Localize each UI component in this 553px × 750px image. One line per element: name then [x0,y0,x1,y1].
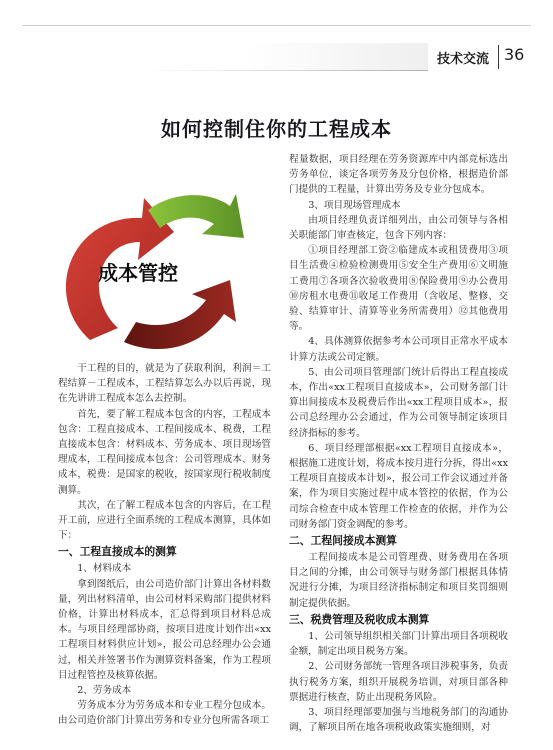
dark-red-arrow-arc [124,280,236,349]
article-title: 如何控制住你的工程成本 [161,117,392,141]
section-3-heading: 三、税费管理及税收成本测算 [289,612,430,626]
subsection-3-list: ①项目经理部工资②临建成本或租赁费用③项目生活费④检验检测费用⑤安全生产费用⑥文明施工费用⑦各项各次验收费用⑧保险费用⑨办公费用⑩房租水电费⑪收尾工作费用（含收尾、整修、交验、结算审计、清算等业务所需费用）⑫其他费用等。 [289,245,508,333]
continuation-paragraph: 程量数据，项目经理在劳务资源库中内部竞标选出劳务单位，谈定各项劳务及分包价格，根据造价部门提供的工程量，计算出劳务及专业分包成本。 [289,154,508,196]
intro-paragraph-3: 其次，在了解工程成本包含的内容后，在工程开工前，应进行全面系统的工程成本测算，具体如下： [58,499,271,542]
section-2-body: 工程间接成本是公司管理费、财务费用在各项目之间的分摊，由公司领导与财务部门根据具体情况进行分摊，为项目经济指标制定和项目奖罚细则制定提供依据。 [289,552,508,609]
subsection-1-body: 拿到图纸后，由公司造价部门计算出各材料数量，列出材料清单，由公司材料采购部门提供材料价格，计算出材料成本，汇总得到项目材料总成本。与项目经理部协商，按项目进度计划作出«xx工程项目材料供应计划»，报公司总经理办公会通过，相关并签署书作为测算资料备案，作为工程项目过程管控及核算依据。 [58,578,271,681]
header-bar [22,43,428,71]
subsection-3-body: 由项目经理负责详细列出，由公司领导与各相关职能部门审查核定，包含下列内容： [289,214,508,242]
item-5: 5、由公司项目管理部门统计后得出工程直接成本，作出«xx工程项目直接成本»，公司财务部门计算出间接成本及税费后作出«xx工程项目成本»，报公司总经理办公会通过，作为公司领导制定该项目经济指标的参考。 [289,366,508,439]
header-rule [22,70,428,71]
item-4: 4、具体测算依据参考本公司项目正常水平成本计算方法或公司定额。 [289,336,508,363]
subsection-3-title: 3、项目现场管理成本 [308,199,401,211]
illustration-label: 成本管控 [98,261,178,285]
section-label: 技术交流 [437,52,490,67]
section-2-heading: 二、工程间接成本测算 [289,534,397,548]
section-3-item-3: 3、项目经理部要加强与当地税务部门的沟通协调，了解项目所在地各项税收政策实施细则，对 [289,706,508,734]
right-column [289,152,508,735]
left-column [58,361,271,729]
section-3-item-2: 2、公司财务部统一管理各项目涉税事务，负责执行税务方案，组织开展税务培训，对项目部各种票据进行核查，防止出现税务风险。 [289,661,508,703]
page-number: 36 [504,45,525,64]
cost-control-illustration [52,172,248,358]
subsection-1-title: 1、材料成本 [77,563,132,575]
header-divider [498,45,499,69]
intro-paragraph-2: 首先，要了解工程成本包含的内容，工程成本包含：工程直接成本、工程间接成本、税费，工程直接成本包含：材料成本、劳务成本、项目现场管理成本，工程间接成本包含：公司管理成本、财务成本，税费：是国家的税收，按国家现行税收制度测算。 [58,408,271,496]
section-1-heading: 一、工程直接成本的测算 [58,545,177,559]
section-3-item-1: 1、公司领导组织相关部门计算出项目各项税收金额，制定出项目税务方案。 [289,630,508,658]
subsection-2-body: 劳务成本分为劳务成本和专业工程分包成本。由公司造价部门计算出劳务和专业分包所需各项工 [58,700,271,727]
subsection-2-title: 2、劳务成本 [77,685,132,697]
item-6: 6、项目经理部根据«xx工程项目直接成本»，根据施工进度计划，将成本按月进行分拆，得出«xx工程项目直接成本计划»，报公司工作会议通过并备案，作为项目实施过程中成本管控的依据，作为公司综合检查中成本管理工作检查的依据，并作为公司财务部门资金调配的参考。 [289,442,508,530]
page-top-rule [22,25,531,26]
intro-paragraph-1: 干工程的目的，就是为了获取利润，利润＝工程结算－工程成本，工程结算怎么办以后再说，现在先讲讲工程成本怎么去控制。 [58,363,271,405]
